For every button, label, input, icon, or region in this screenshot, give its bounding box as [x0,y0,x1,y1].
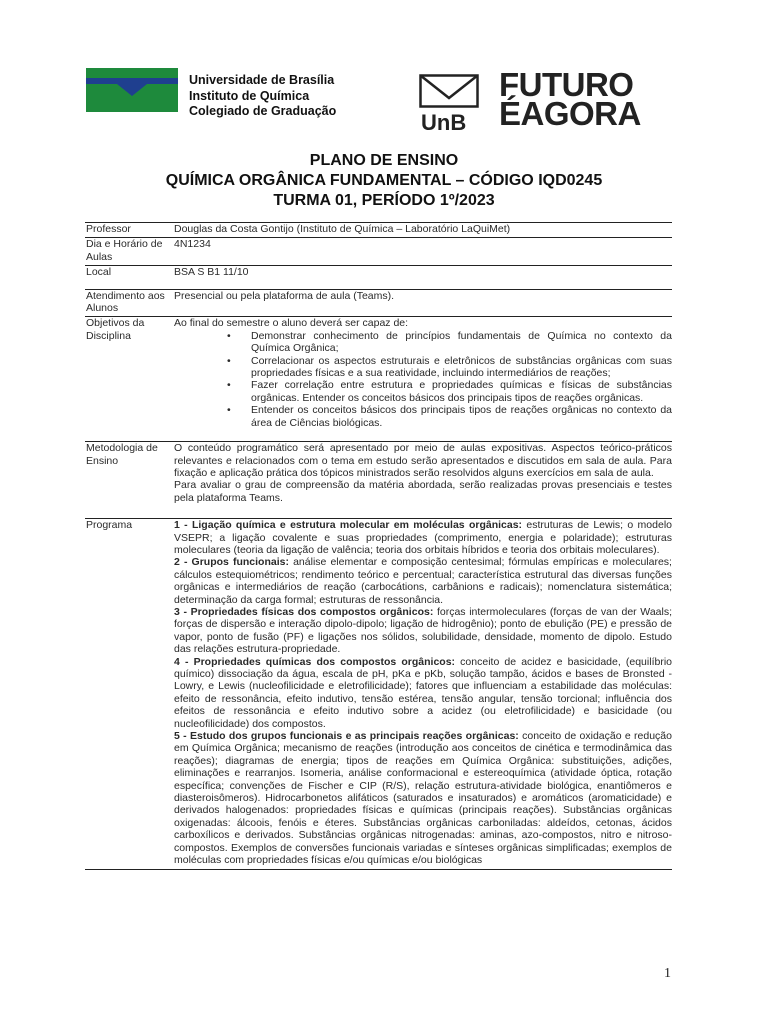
university-name: Universidade de Brasília [189,73,335,87]
table-row-schedule [85,238,672,266]
table-row-methodology [85,442,672,519]
list-item: • Demonstrar conhecimento de princípios fundamentais de Química no contexto da Química Orgânica; [251,330,672,355]
program-item-title: 4 - Propriedades químicas dos compostos orgânicos: [174,655,456,668]
table-row-objectives [85,317,672,442]
table-row-professor [85,223,672,238]
row-label: Objetivos da Disciplina [85,317,174,442]
list-item: • Entender os conceitos básicos dos principais tipos de reações orgânicas no contexto da área de Ciências biológicas. [251,404,672,429]
program-item [174,556,672,606]
program-item-text: conceito de acidez e basicidade, (equilíbrio químico) dissociação da água, escala de pH, pKa e pKb, solução tampão, ácidos e bases de Bronsted - Lowry, e Lewis (nucleofilicidade e eletrofilicidade); fatores que influenciam a estabilidade das moléculas: efeito de ressonância, efeito indutivo, tensão estérea, tensão angular, tensão torcional; influência dos efeitos de ressonância e efeito indutivo sobre a acidez (ou eletrofilicidade) e basicidade (ou nucleofilicidade) dos compostos. [174,655,672,730]
row-label: Atendimento aos Alunos [85,289,174,317]
program-item-title: 1 - Ligação química e estrutura molecular em moléculas orgânicas: [174,519,523,532]
table-row-program [85,519,672,869]
program-item-title: 2 - Grupos funcionais: [174,556,289,569]
program-item [174,606,672,656]
schedule-value: 4N1234 [174,238,672,266]
row-label: Dia e Horário de Aulas [85,238,174,266]
objectives-intro: Ao final do semestre o aluno deverá ser capaz de: [174,317,409,330]
institution-block [189,73,336,120]
program-item-title: 3 - Propriedades físicas dos compostos orgânicos: [174,605,434,618]
class-period-title: TURMA 01, PERÍODO 1º/2023 [273,192,495,209]
program-item-text: conceito de oxidação e redução em Química Orgânica; mecanismo de reações (introdução aos conceitos de cinética e termodinâmica das reações); diagramas de energia; tipos de reações em Química Orgânica: substituições, adições, eliminações e rearranjos. Isomeria, análise conformacional e estereoquímica (atividade óptica, rotação específica; convenções de Fischer e CIP (R/S), relação estrutura-atividade biológica, enantiômeros e diasteroisômeros). Hidrocarbonetos alifáticos (saturados e insaturados) e aromáticos (aromaticidade) e derivados halogenados: propriedades físicas e químicas (principais reações). Substâncias orgânicas oxigenadas: álcoois, fenóis e éteres. Substâncias orgânicas carboniladas: aldeídos, cetonas, ácidos carboxílicos e derivados. Substâncias orgânicas nitrogenadas: aminas, azo-compostos, nitro e nitroso-compostos. Exemplos de conversões funcionais variadas e sínteses orgânicas simplificadas; exemplos de moléculas com propriedades físicas e/ou químicas e/ou biológicas [174,730,672,867]
futuro-logo-line-1: FUTURO [499,66,634,103]
program-item [174,656,672,730]
office-hours-value: Presencial ou pela plataforma de aula (Teams). [174,289,672,317]
document-titles [0,151,768,211]
futuro-logo-line-2: ÉAGORA [499,95,641,132]
futuro-e-agora-logo [499,66,641,132]
college-name: Colegiado de Graduação [189,104,337,118]
program-item-title: 5 - Estudo dos grupos funcionais e as principais reações orgânicas: [174,730,519,743]
program-item-text: análise elementar e composição centesimal; fórmulas empíricas e moleculares; cálculos estequiométricos; rendimento teórico e percentual; característica estrutural das diversas funções orgânicas e intermediários de reação (carbocátions, carbânions e radicais); nomenclatura sistemática; determinação da carga formal; estruturas de ressonância. [174,556,672,606]
program-item-text: estruturas de Lewis; o modelo VSEPR; a ligação covalente e suas propriedades (comprimento, energia e polaridade); estruturas moleculares (teoria da ligação de valência; teoria dos orbitais híbridos e teoria dos orbitais moleculares). [174,519,672,556]
unb-flag-logo [86,68,178,112]
methodology-paragraph: Para avaliar o grau de compreensão da matéria abordada, serão realizadas provas presenciais e testes pela plataforma Teams. [174,479,672,504]
methodology-value [174,442,672,519]
page-number: 1 [664,966,671,981]
program-value [174,519,672,869]
unb-logo-text: UnB [421,110,467,132]
table-row-office-hours [85,289,672,317]
row-label: Professor [85,223,174,238]
course-plan-table [85,222,672,870]
objectives-value [174,317,672,442]
methodology-paragraph: O conteúdo programático será apresentado por meio de aulas expositivas. Aspectos teórico-práticos relevantes e relacionados com o tema em estudo serão apresentados e discutidos em sala de aula. Para fixação e aplicação prática dos tópicos ministrados serão resolvidos alguns exercícios em sala de aula. [174,442,672,479]
location-value: BSA S B1 11/10 [174,266,672,289]
program-item [174,519,672,556]
course-title: QUÍMICA ORGÂNICA FUNDAMENTAL – CÓDIGO IQD0245 [165,172,603,189]
list-item: • Correlacionar os aspectos estruturais e eletrônicos de substâncias orgânicas com suas propriedades físicas e a sua reatividade, incluindo intermediários de reações; [251,355,672,380]
list-item: • Fazer correlação entre estrutura e propriedades químicas e físicas de substâncias orgânicas. Entender os conceitos básicos dos principais tipos de reações orgânicas. [251,379,672,404]
document-title: PLANO DE ENSINO [309,152,459,169]
program-item [174,730,672,866]
professor-value: Douglas da Costa Gontijo (Instituto de Química – Laboratório LaQuiMet) [174,223,672,238]
unb-logo [419,74,485,132]
objectives-list [174,330,672,429]
row-label: Metodologia de Ensino [85,442,174,519]
table-row-location [85,266,672,289]
row-label: Local [85,266,174,289]
institute-name: Instituto de Química [189,88,310,103]
row-label: Programa [85,519,174,869]
program-item-text: forças intermoleculares (forças de van der Waals; forças de dispersão e interação dipolo-dipolo; ligação de hidrogênio); ponto de ebulição (PE) e pressão de vapor, ponto de fusão (PF) e ligações nos sólidos, solubilidade, densidade, momento de dipolo. Estudo das relações estrutura-propriedade. [174,605,673,656]
